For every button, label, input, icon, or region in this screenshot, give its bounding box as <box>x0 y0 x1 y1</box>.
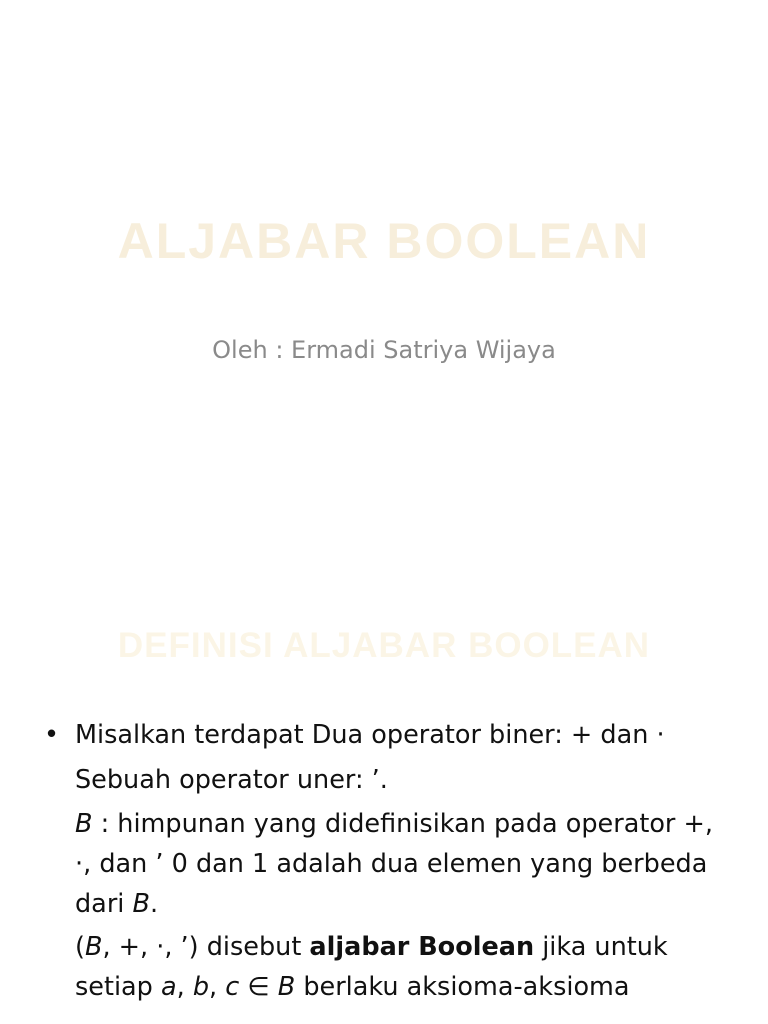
definition-body <box>44 714 734 1007</box>
operator-line-binary: Misalkan terdapat Dua operator biner: + dan · <box>75 720 665 750</box>
boolean-algebra-term: aljabar Boolean <box>309 932 535 962</box>
bullet-icon: • <box>44 720 60 750</box>
boolean-algebra-paragraph: (B, +, ·, ’) disebut aljabar Boolean jika untuk setiap a, b, c ∈ B berlaku aksioma-aksioma <box>75 932 668 1002</box>
operator-line-unary: Sebuah operator uner: ’. <box>75 765 388 795</box>
slide-definition <box>0 576 768 1024</box>
bullet-item <box>44 714 734 756</box>
definition-heading: DEFINISI ALJABAR BOOLEAN <box>117 626 651 665</box>
slide-title-heading: ALJABAR BOOLEAN <box>117 213 651 269</box>
set-definition-paragraph: B : himpunan yang didefinisikan pada operator +, ·, dan ’ 0 dan 1 adalah dua elemen yang berbeda dari B. <box>75 809 713 919</box>
set-variable: B <box>75 809 93 839</box>
slide-subtitle-author: Oleh : Ermadi Satriya Wijaya <box>212 336 556 364</box>
